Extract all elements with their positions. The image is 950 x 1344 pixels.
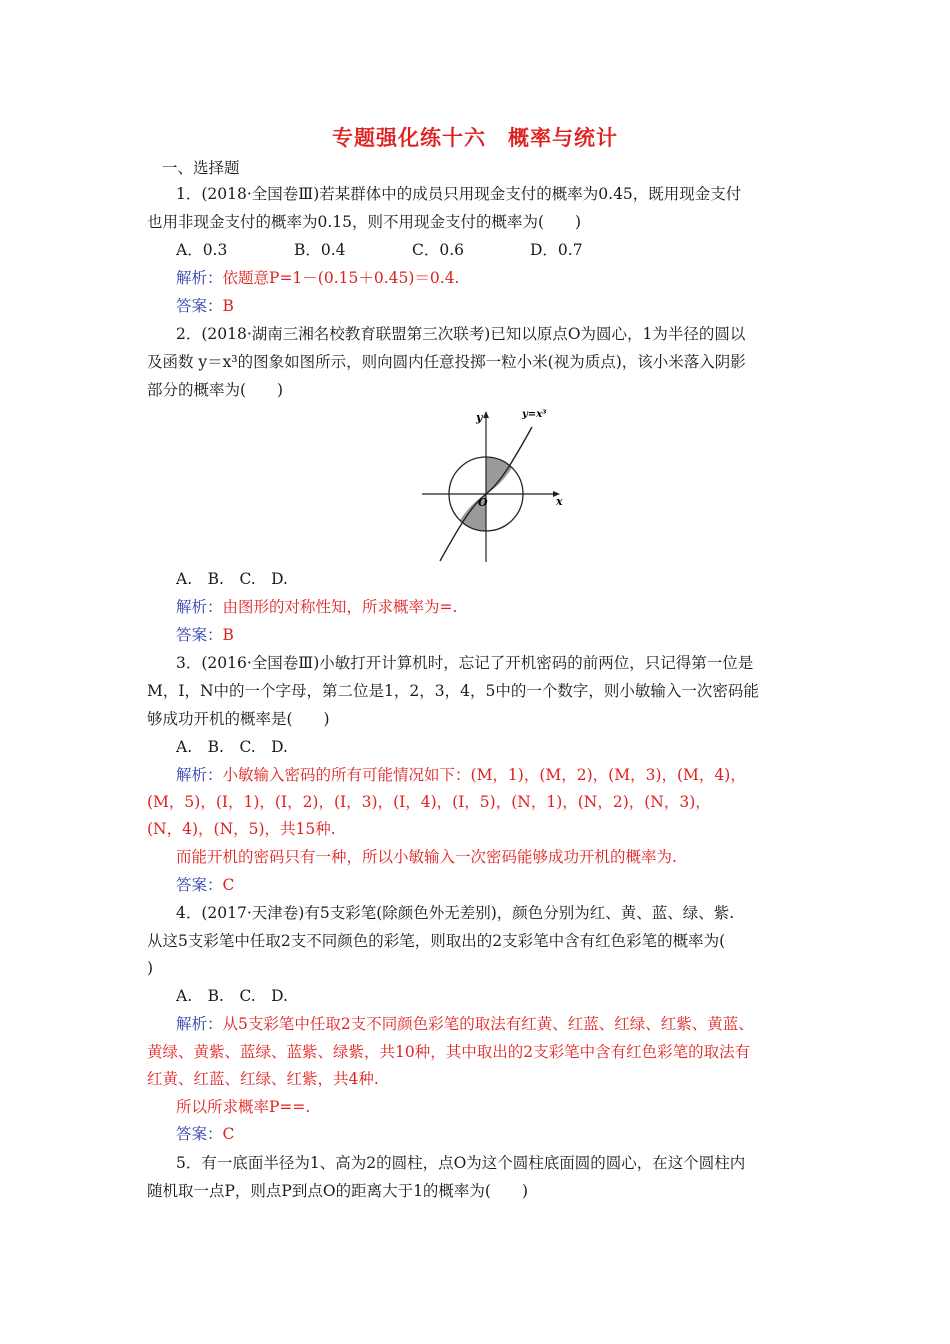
q2-explain-text: 由图形的对称性知，所求概率为=.	[222, 598, 458, 616]
q2-y-arrow-icon	[483, 411, 489, 418]
q3-line1: 3．(2016·全国卷Ⅲ)小敏打开计算机时，忘记了开机密码的前两位，只记得第一位是	[176, 654, 754, 672]
q1-answer-value: B	[222, 297, 234, 315]
q3-explain-text-1: 小敏输入密码的所有可能情况如下：(M，1)，(M，2)，(M，3)，(M，4)，	[222, 766, 746, 784]
q4-line2: 从这5支彩笔中任取2支不同颜色的彩笔，则取出的2支彩笔中含有红色彩笔的概率为(	[147, 932, 726, 950]
q2-x-label: x	[556, 495, 563, 508]
q2-answer	[176, 623, 838, 647]
q5-line2: 随机取一点P，则点P到点O的距离大于1的概率为( )	[147, 1182, 529, 1200]
q2-origin-label: O	[478, 496, 488, 509]
q4-answer	[176, 1122, 838, 1146]
q3-line2: M，I，N中的一个字母，第二位是1，2，3，4，5中的一个数字，则小敏输入一次密码能	[147, 682, 759, 700]
q3-options: A. B. C. D.	[176, 738, 288, 756]
q4-explanation-4: 所以所求概率P==.	[176, 1098, 311, 1116]
q3-line3: 够成功开机的概率是( )	[147, 710, 330, 728]
q3-explanation-1	[176, 763, 838, 787]
q4-line1: 4．(2017·天津卷)有5支彩笔(除颜色外无差别)，颜色分别为红、黄、蓝、绿、紫.	[176, 904, 735, 922]
q1-explain-label: 解析：	[176, 269, 223, 287]
q2-line1: 2．(2018·湖南三湘名校教育联盟第三次联考)已知以原点O为圆心，1为半径的圆以	[176, 325, 746, 343]
q1-option-c: C．0.6	[412, 241, 465, 259]
q2-explanation	[176, 595, 838, 619]
q1-options	[176, 238, 838, 262]
q4-explanation-1	[176, 1012, 838, 1036]
q4-explain-label: 解析：	[176, 1015, 223, 1033]
q2-explain-label: 解析：	[176, 598, 223, 616]
q2-line2: 及函数 y＝x³的图象如图所示，则向圆内任意投掷一粒小米(视为质点)，该小米落入阴影	[147, 353, 746, 371]
q4-answer-label: 答案：	[176, 1125, 223, 1143]
q1-explain-text: 依题意P=1－(0.15＋0.45)＝0.4.	[222, 269, 460, 287]
q4-answer-value: C	[222, 1125, 235, 1143]
q2-y-label: y	[476, 411, 483, 424]
q2-answer-label: 答案：	[176, 626, 223, 644]
q2-curve-label: y=x³	[522, 409, 547, 420]
q1-option-d: D．0.7	[530, 241, 583, 259]
q1-line2: 也用非现金支付的概率为0.15，则不用现金支付的概率为( )	[147, 213, 582, 231]
q3-answer-value: C	[222, 876, 235, 894]
page-title: 专题强化练十六 概率与统计	[332, 126, 618, 150]
q2-line3: 部分的概率为( )	[147, 381, 284, 399]
q4-explanation-2: 黄绿、黄紫、蓝绿、蓝紫、绿紫，共10种，其中取出的2支彩笔中含有红色彩笔的取法有	[147, 1043, 751, 1061]
q5-line1: 5．有一底面半径为1、高为2的圆柱，点O为这个圆柱底面圆的圆心，在这个圆柱内	[176, 1154, 746, 1172]
q3-explanation-2: (M，5)，(I，1)，(I，2)，(I，3)，(I，4)，(I，5)，(N，1)，(N，2)，(N，3)，	[147, 793, 711, 811]
q1-option-b: B．0.4	[294, 241, 346, 259]
q1-answer	[176, 294, 838, 318]
q3-explain-label: 解析：	[176, 766, 223, 784]
section-heading: 一、选择题	[162, 159, 240, 177]
q4-line3: )	[147, 959, 154, 977]
q1-explanation	[176, 266, 838, 290]
q1-answer-label: 答案：	[176, 297, 223, 315]
q3-answer-label: 答案：	[176, 876, 223, 894]
q4-explain-text-1: 从5支彩笔中任取2支不同颜色彩笔的取法有红黄、红蓝、红绿、红紫、黄蓝、	[222, 1015, 754, 1033]
q2-answer-value: B	[222, 626, 234, 644]
q3-explanation-3: (N，4)，(N，5)，共15种.	[147, 820, 336, 838]
q2-figure	[420, 405, 570, 565]
q4-explanation-3: 红黄、红蓝、红绿、红紫，共4种.	[147, 1070, 379, 1088]
q3-explanation-4: 而能开机的密码只有一种，所以小敏输入一次密码能够成功开机的概率为.	[176, 848, 677, 866]
q2-options: A. B. C. D.	[176, 570, 288, 588]
q1-option-a: A．0.3	[176, 241, 228, 259]
q4-options: A. B. C. D.	[176, 987, 288, 1005]
q1-line1: 1．(2018·全国卷Ⅲ)若某群体中的成员只用现金支付的概率为0.45，既用现金支付	[176, 185, 742, 203]
q3-answer	[176, 873, 838, 897]
